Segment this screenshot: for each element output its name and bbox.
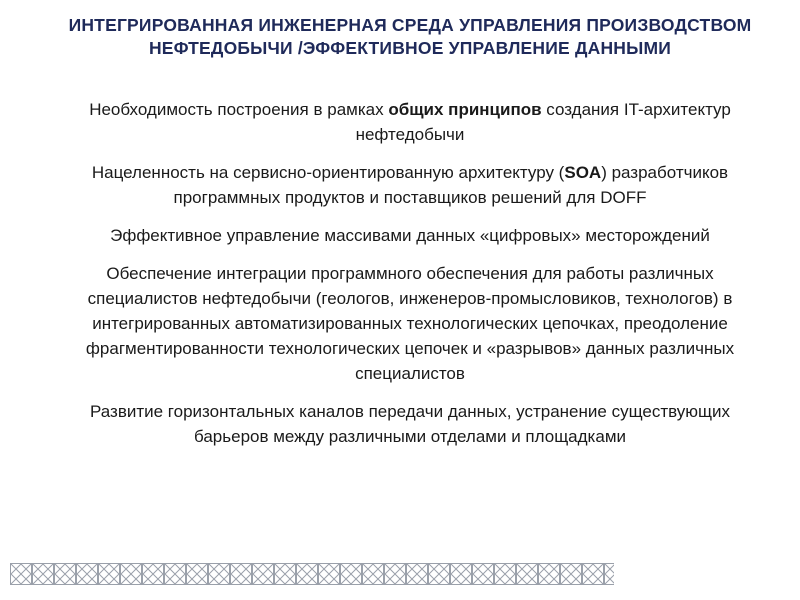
paragraph-text: Необходимость построения в рамках	[89, 100, 389, 119]
paragraph-text: создания IT-архитектур нефтедобычи	[355, 100, 731, 144]
paragraph-text: Нацеленность на сервисно-ориентированную архитектуру (	[91, 163, 565, 182]
paragraph-emphasis: SOA	[564, 163, 602, 182]
diamond-lattice-decoration	[10, 563, 614, 585]
paragraph-soa	[60, 160, 760, 210]
paragraph-horizontal-channels: Развитие горизонтальных каналов передачи данных, устранение существующих барьеров между различными отделами и площадками	[89, 402, 730, 446]
paragraph-common-principles	[60, 97, 760, 147]
paragraph-software-integration: Обеспечение интеграции программного обеспечения для работы различных специалистов нефтедобычи (геологов, инженеров-промысловиков, технологов) в интегрированных автоматизированных технологических цепочках, преодоление фрагментированности технологических цепочек и «разрывов» данных различных специалистов	[85, 264, 735, 383]
slide-body	[60, 97, 760, 462]
slide-title: ИНТЕГРИРОВАННАЯ ИНЖЕНЕРНАЯ СРЕДА УПРАВЛЕНИЯ ПРОИЗВОДСТВОМ НЕФТЕДОБЫЧИ /ЭФФЕКТИВНОЕ УПРАВЛЕНИЕ ДАННЫМИ	[68, 15, 752, 58]
paragraph-emphasis: общих принципов	[388, 100, 542, 119]
paragraph-text: ) разработчиков программных продуктов и поставщиков решений для DOFF	[173, 163, 729, 207]
paragraph-data-management: Эффективное управление массивами данных «цифровых» месторождений	[110, 226, 710, 245]
